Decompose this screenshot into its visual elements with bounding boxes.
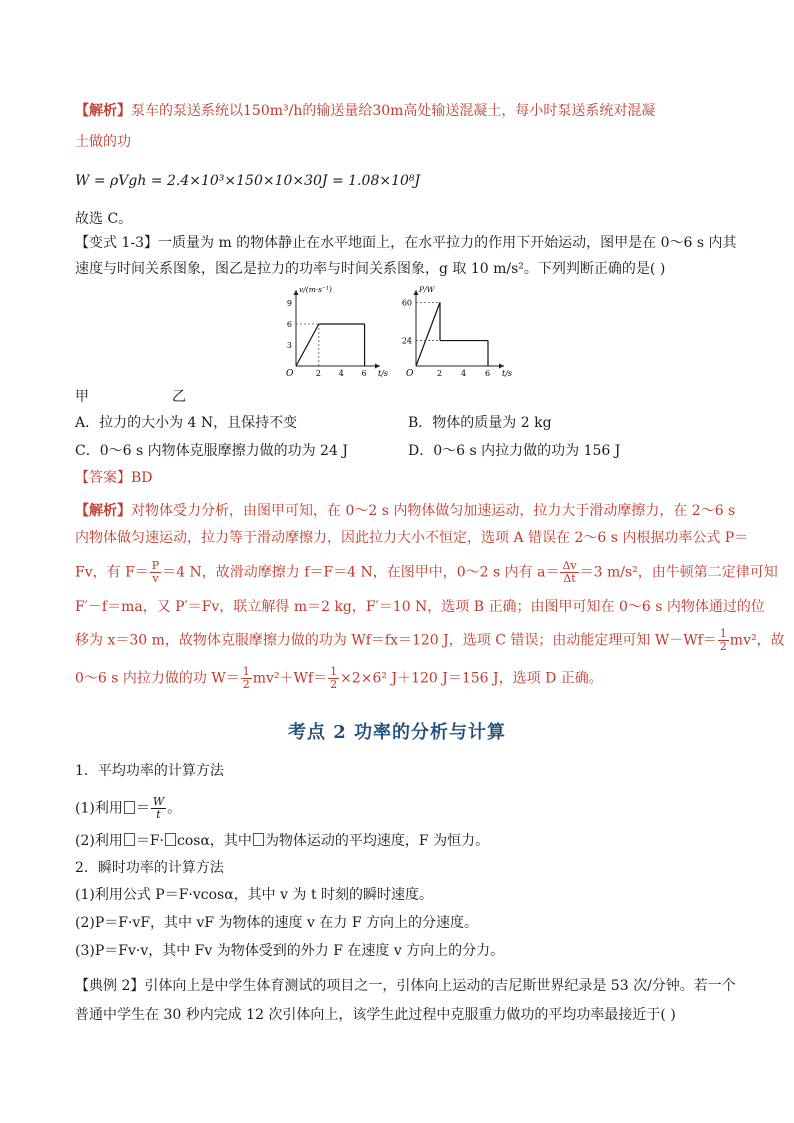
a2-l5a: 移为 x＝30 m，故物体克服摩擦力做的功为 Wf＝fx＝120 J，选项 C 错误；由动能定理可知 W－Wf＝	[75, 632, 717, 649]
frac-num: 1	[719, 627, 727, 640]
frac-num: Δv	[562, 559, 577, 572]
frac-den: 2	[719, 640, 727, 653]
variant-tag: 【变式 1-3】	[75, 235, 158, 251]
x-tick-label: 6	[361, 369, 367, 378]
v-bar-symbol-box	[253, 833, 264, 846]
fraction-half	[328, 666, 339, 691]
example-text-1: 引体向上是中学生体育测试的项目之一，引体向上运动的吉尼斯世界纪录是 53 次/分钟。若一个	[144, 978, 736, 994]
x-tick-label: 2	[437, 369, 443, 378]
analysis-1-line-1	[75, 100, 655, 122]
a2-l3a: Fv，有 F＝	[75, 564, 149, 581]
y-tick-label: 3	[286, 341, 292, 350]
fraction-half	[241, 666, 252, 691]
origin-label: O	[406, 369, 414, 379]
analysis-2-line-5	[75, 628, 785, 653]
y-tick-label: 9	[286, 299, 292, 308]
p1b-mid2: cosα，其中	[177, 833, 252, 849]
section-p1b	[75, 830, 489, 852]
example-line-2: 普通中学生在 30 秒内完成 12 次引体向上，该学生此过程中克服重力做功的平均功率最接近于( )	[75, 1007, 676, 1023]
x-tick-label: 6	[485, 369, 491, 378]
power-series-ramp	[416, 302, 440, 366]
y-tick-label: 60	[401, 298, 412, 308]
analysis-2-line-2: 内物体做匀速运动，拉力等于滑动摩擦力，因此拉力大小不恒定，选项 A 错误在 2～6 s 内根据功率公式 P＝	[75, 530, 749, 546]
frac-num: P	[151, 559, 160, 572]
chart-label-jia: 甲	[75, 389, 89, 405]
frac-num: 1	[330, 665, 338, 678]
y-tick-label: 6	[286, 320, 292, 329]
frac-den: Δt	[563, 572, 576, 585]
analysis-2-line-1	[75, 500, 735, 522]
x-tick-label: 4	[461, 369, 467, 378]
option-b: B．物体的质量为 2 kg	[408, 415, 552, 431]
section-p2a: (1)利用公式 P＝F·vcosα，其中 v 为 t 时刻的瞬时速度。	[75, 887, 434, 903]
chart-label-yi: 乙	[172, 389, 186, 405]
analysis-1-conclusion: 故选 C。	[75, 211, 133, 227]
a2-l5b: mv²，故	[729, 632, 785, 649]
example-line-1	[75, 975, 736, 997]
x-axis-arrow	[375, 364, 380, 369]
p1b-pre: (2)利用	[75, 833, 123, 849]
a2-l3b: ＝4 N，故滑动摩擦力 f＝F＝4 N，在图甲中，0～2 s 内有 a＝	[162, 564, 560, 581]
analysis-1-line-2: 土做的功	[75, 134, 131, 150]
analysis-2-line-3	[75, 560, 778, 585]
power-time-graph	[398, 285, 513, 382]
y-tick-label: 24	[401, 336, 412, 346]
p1a-post: 。	[167, 800, 182, 817]
fraction-half	[718, 628, 729, 653]
section-p2: 2．瞬时功率的计算方法	[75, 860, 224, 876]
x-tick-label: 4	[338, 369, 344, 378]
velocity-series-line	[296, 324, 365, 366]
frac-num: 1	[242, 665, 250, 678]
analysis-1-formula: W = ρVgh = 2.4×10³×150×10×30J = 1.08×10⁸J	[75, 173, 421, 189]
p1b-post: 为物体运动的平均速度，F 为恒力。	[264, 833, 490, 849]
section-p1: 1．平均功率的计算方法	[75, 763, 224, 779]
p1a-mid: ＝	[135, 800, 150, 817]
frac-den: t	[156, 808, 161, 821]
analysis-2-tag: 【解析】	[75, 503, 131, 519]
section-p2b: (2)P＝F·vF，其中 vF 为物体的速度 v 在力 F 方向上的分速度。	[75, 915, 478, 931]
p1a-pre: (1)利用	[75, 800, 123, 817]
section-heading: 考点 2 功率的分析与计算	[287, 722, 507, 743]
x-axis-arrow	[499, 364, 504, 369]
y-axis-arrow	[414, 290, 419, 295]
p-bar-symbol-box	[124, 801, 135, 814]
option-d: D．0～6 s 内拉力做的功为 156 J	[408, 443, 621, 459]
option-c: C．0～6 s 内物体克服摩擦力做的功为 24 J	[75, 443, 348, 459]
p1b-mid: ＝F·	[135, 833, 165, 849]
a2-l6b: mv²＋Wf＝	[252, 670, 328, 687]
a2-l3c: ＝3 m/s²，由牛顿第二定律可知	[579, 564, 778, 581]
analysis-1-text: 泵车的泵送系统以150m³/h的输送量给30m高处输送混凝土，每小时泵送系统对混凝	[131, 103, 656, 119]
frac-den: 2	[330, 678, 338, 691]
analysis-2-line-4: F′－f＝ma，又 P′＝Fv，联立解得 m＝2 kg，F′＝10 N，选项 B 正确；由图甲可知在 0～6 s 内物体通过的位	[75, 599, 765, 615]
y-axis-label: v/(m·s⁻¹)	[299, 285, 332, 294]
variant-line-2: 速度与时间关系图象，图乙是拉力的功率与时间关系图象，g 取 10 m/s²。下列判断正确的是( )	[75, 261, 666, 277]
v-bar-symbol-box	[165, 833, 176, 846]
x-tick-label: 2	[315, 369, 321, 378]
option-a: A．拉力的大小为 4 N，且保持不变	[75, 415, 298, 431]
section-p1a	[75, 796, 181, 821]
y-axis-arrow	[294, 290, 299, 295]
analysis-tag: 【解析】	[75, 103, 131, 119]
p-bar-symbol-box	[124, 833, 135, 846]
fraction-w-over-t	[151, 796, 166, 821]
a2-l6c: ×2×6² J＋120 J＝156 J，选项 D 正确。	[340, 670, 603, 687]
x-axis-label: t/s	[502, 369, 513, 378]
a2-l6a: 0～6 s 内拉力做的功 W＝	[75, 670, 240, 687]
example-tag: 【典例 2】	[75, 978, 145, 994]
frac-num: W	[152, 795, 165, 808]
x-axis-label: t/s	[378, 369, 389, 378]
analysis-2-text-1: 对物体受力分析，由图甲可知，在 0～2 s 内物体做匀加速运动，拉力大于滑动摩擦力，在 2～6 s	[131, 503, 736, 519]
y-axis-label: P/W	[419, 285, 435, 294]
variant-text-1: 一质量为 m 的物体静止在水平地面上，在水平拉力的作用下开始运动，图甲是在 0～6 s 内其	[158, 235, 737, 251]
frac-den: 2	[242, 678, 250, 691]
origin-label: O	[286, 369, 294, 379]
analysis-2-line-6	[75, 666, 603, 691]
section-p2c: (3)P＝Fv·v，其中 Fv 为物体受到的外力 F 在速度 v 方向上的分力。	[75, 943, 505, 959]
fraction-p-over-v	[150, 560, 161, 585]
frac-den: v	[152, 572, 159, 585]
variant-line-1	[75, 232, 737, 254]
fraction-dv-over-dt	[560, 560, 578, 585]
velocity-time-graph	[278, 285, 389, 382]
answer: 【答案】BD	[75, 470, 153, 486]
